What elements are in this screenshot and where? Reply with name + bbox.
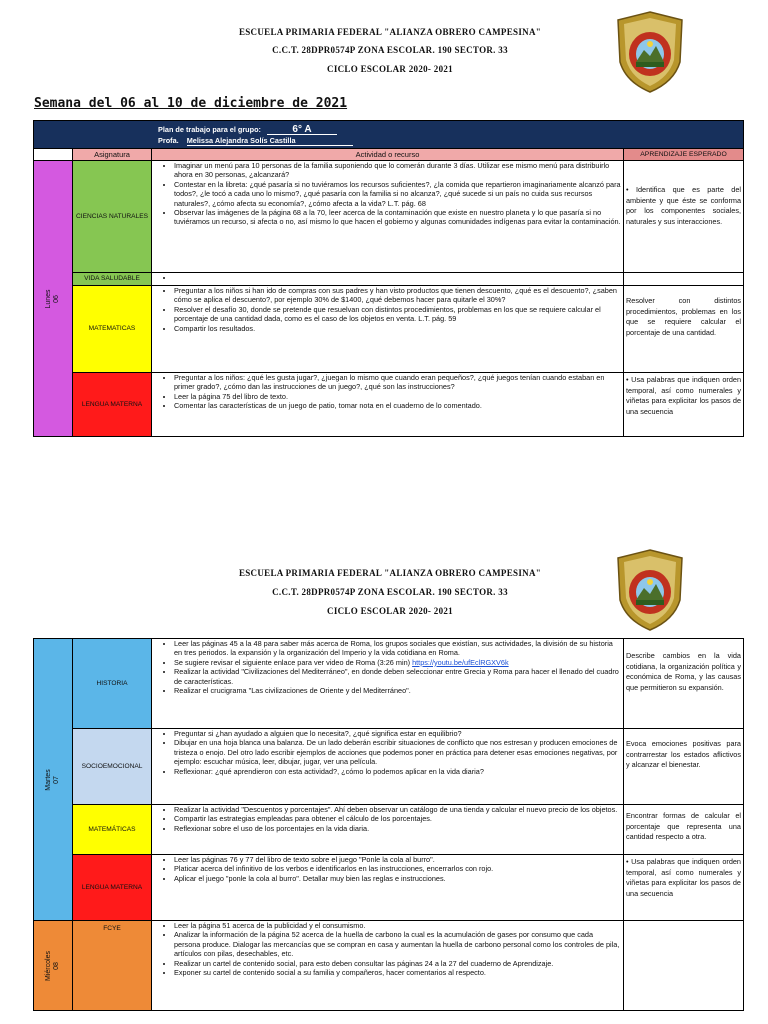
subject-fcye: FCYE — [73, 921, 152, 1011]
activity-historia — [152, 639, 624, 729]
learning-vida-saludable — [624, 273, 744, 286]
school-logo-icon — [614, 548, 686, 632]
week-title: Semana del 06 al 10 de diciembre de 2021 — [34, 96, 348, 111]
day-number: 07 — [53, 775, 60, 784]
activity-lengua-materna-2 — [152, 855, 624, 921]
list-item: • Reflexionar: ¿qué aprendieron con esta actividad?, ¿cómo lo podemos aplicar en la vida diaria? — [174, 767, 621, 776]
list-item: • Preguntar si ¿han ayudado a alguien que lo necesita?, ¿qué significa estar en equilibrio? — [174, 729, 621, 738]
school-name: ESCUELA PRIMARIA FEDERAL "ALIANZA OBRERO CAMPESINA" — [238, 568, 542, 578]
school-logo-icon — [614, 10, 686, 94]
learning-socioemocional: Evoca emociones positivas para contrarrestar los estados aflictivos y alcanzar el bienestar. — [624, 729, 744, 805]
school-name: ESCUELA PRIMARIA FEDERAL "ALIANZA OBRERO CAMPESINA" — [238, 27, 542, 37]
day-martes — [34, 639, 73, 921]
list-item: • Realizar la actividad "Civilizaciones del Mediterráneo", en donde deben seleccionar entre Grecia y Roma para hacer el llenado del cuadro de características. — [174, 667, 621, 686]
weekly-plan-table-2 — [33, 638, 744, 1011]
col-learning: APRENDIZAJE ESPERADO — [624, 149, 744, 161]
prof-name: Melissa Alejandra Solís Castilla — [187, 136, 353, 146]
school-cycle: CICLO ESCOLAR 2020- 2021 — [327, 64, 453, 74]
subject-socioemocional: SOCIOEMOCIONAL — [73, 729, 152, 805]
day-miercoles — [34, 921, 73, 1011]
activity-matematicas-2 — [152, 805, 624, 855]
plan-header — [34, 121, 744, 149]
list-item: • Leer la página 51 acerca de la publicidad y el consumismo. — [174, 921, 621, 930]
learning-historia: Describe cambios en la vida cotidiana, la organización política y económica de Roma, y las causas que permitieron su expansión. — [624, 639, 744, 729]
school-logo — [614, 548, 686, 632]
list-item: • Leer las páginas 76 y 77 del libro de texto sobre el juego "Ponle la cola al burro". — [174, 855, 621, 864]
activity-vida-saludable — [152, 273, 624, 286]
learning-lengua-materna: • Usa palabras que indiquen orden temporal, así como numerales y viñetas para explicitar los pasos de una secuencia — [624, 373, 744, 437]
school-logo — [614, 10, 686, 94]
day-lunes — [34, 161, 73, 437]
day-number: 08 — [53, 961, 60, 970]
plan-label: Plan de trabajo para el grupo: — [158, 125, 261, 134]
list-item: • Leer la página 75 del libro de texto. — [174, 392, 621, 401]
list-item: • Compartir los resultados. — [174, 324, 621, 333]
learning-lengua-materna-2: • Usa palabras que indiquen orden temporal, así como numerales y viñetas para explicitar los pasos de una secuencia — [624, 855, 744, 921]
list-item — [174, 273, 621, 282]
school-cct: C.C.T. 28DPR0574P ZONA ESCOLAR. 190 SECTOR. 33 — [272, 45, 508, 55]
list-item: • Resolver el desafío 30, donde se pretende que resuelvan con distintos procedimientos, problemas en los que se requiere calcular el porcentaje de una cantidad dada, como es el caso de los objetos en venta. L.T. pág. 59 — [174, 305, 621, 324]
list-item: • Reflexionar sobre el uso de los porcentajes en la vida diaria. — [174, 824, 621, 833]
list-item: • Observar las imágenes de la página 68 a la 70, leer acerca de la contaminación que existe en nuestro planeta y lo que pasaría si no tuviéramos un recurso, si afecta o no, así mismo lo que hacen el gobierno y algunas comunidades indígenas para evitar la contaminación. — [174, 208, 621, 227]
learning-matematicas-2: Encontrar formas de calcular el porcentaje que representa una cantidad respecto a otra. — [624, 805, 744, 855]
activity-ciencias — [152, 161, 624, 273]
list-item: • Realizar un cartel de contenido social, para esto deben consultar las páginas 24 a la 27 del cuaderno de Aprendizaje. — [174, 959, 621, 968]
day-name: Lunes — [45, 288, 52, 309]
activity-matematicas — [152, 286, 624, 373]
list-item: • Se sugiere revisar el siguiente enlace para ver video de Roma (3:26 min) https://youtu.be/ufEclRGXV6k — [174, 658, 621, 667]
school-cycle: CICLO ESCOLAR 2020- 2021 — [327, 606, 453, 616]
col-subject: Asignatura — [73, 149, 152, 161]
list-item: • Leer las páginas 45 a la 48 para saber más acerca de Roma, los grupos sociales que existían, sus actividades, la división de su historia en tres periodos. la expansión y la organización del Imperio y la vida cotidiana en Roma. — [174, 639, 621, 658]
learning-matematicas: Resolver con distintos procedimientos, problemas en los que se requiere calcular el porcentaje de una cantidad. — [624, 286, 744, 373]
list-item: • Imaginar un menú para 10 personas de la familia suponiendo que lo comerán durante 3 días. Utilizar ese mismo menú para distribuirlo ahora en 30 personas, ¿alcanzará? — [174, 161, 621, 180]
weekly-plan-table — [33, 120, 744, 437]
day-name: Miércoles — [45, 950, 52, 981]
plan-group: 6° A — [267, 125, 337, 135]
list-item: • Realizar el crucigrama "Las civilizaciones de Oriente y del Mediterráneo". — [174, 686, 621, 695]
list-item: • Preguntar a los niños: ¿qué les gusta jugar?, ¿juegan lo mismo que cuando eran pequeños?, ¿qué juegos tenían cuando estaban en primer grado?, ¿cómo dan las instrucciones de un juego?, ¿qué son las instrucciones? — [174, 373, 621, 392]
subject-matematicas: MATEMATICAS — [73, 286, 152, 373]
prof-label: Profa. — [158, 136, 179, 145]
list-item: • Platicar acerca del infinitivo de los verbos e identificarlos en las instrucciones, encerrarlos con rojo. — [174, 864, 621, 873]
learning-ciencias: • Identifica que es parte del ambiente y que éste se conforma por los componentes sociales, naturales y sus interacciones. — [624, 161, 744, 273]
activity-lengua-materna — [152, 373, 624, 437]
list-item: • Contestar en la libreta: ¿qué pasaría si no tuviéramos los recursos suficientes?, ¿la comida que repartieron imaginariamente alcanzó para todos?, ¿le tocó a cada uno lo mismo?, ¿qué pasaría con la familia si no alcanza?, ¿qué sucede si un país no cuida sus recursos naturales?, ¿cómo afecta su economía?, ¿cómo afecta a la vida? L.T. pág. 68 — [174, 180, 621, 208]
learning-fcye — [624, 921, 744, 1011]
video-link[interactable]: https://youtu.be/ufEclRGXV6k — [412, 657, 509, 667]
activity-fcye — [152, 921, 624, 1011]
school-cct: C.C.T. 28DPR0574P ZONA ESCOLAR. 190 SECTOR. 33 — [272, 587, 508, 597]
subject-vida-saludable: VIDA SALUDABLE — [73, 273, 152, 286]
subject-ciencias: CIENCIAS NATURALES — [73, 161, 152, 273]
list-item: • Compartir las estrategias empleadas para obtener el cálculo de los porcentajes. — [174, 814, 621, 823]
list-item: • Analizar la información de la página 52 acerca de la huella de carbono la cual es la acumulación de gases por consumo que cada persona produce. Dialogar las mercancías que se compran en casa y aumentan la huella de carbono personal como los controles de pila, artículos con pilas, desechables, etc. — [174, 930, 621, 958]
subject-historia: HISTORIA — [73, 639, 152, 729]
activity-socioemocional — [152, 729, 624, 805]
day-number: 06 — [53, 294, 60, 303]
day-name: Martes — [45, 768, 52, 791]
list-item: • Exponer su cartel de contenido social a su familia y compañeros, hacer comentarios al respecto. — [174, 968, 621, 977]
list-item: • Dibujar en una hoja blanca una balanza. De un lado deberán escribir situaciones de conflicto que nos estresan y producen emociones de tristeza o enojo. Del otro lado escribir ejemplos de acciones que podemos poner en práctica para detener esas emociones negativas, por ejemplo: escuchar música, leer, dibujar, jugar, ver una película. — [174, 738, 621, 766]
list-item: • Aplicar el juego "ponle la cola al burro". Detallar muy bien las reglas e instrucciones. — [174, 874, 621, 883]
col-activity: Actividad o recurso — [152, 149, 624, 161]
subject-lengua-materna: LENGUA MATERNA — [73, 373, 152, 437]
subject-matematicas-2: MATEMÁTICAS — [73, 805, 152, 855]
list-item: • Preguntar a los niños si han ido de compras con sus padres y han visto productos que tienen descuento, ¿qué es el descuento?, ¿saben cómo se aplica el descuento?, por ejemplo 30% de $1400, ¿qué debemos hacer para quitarle el 30%? — [174, 286, 621, 305]
list-item: • Comentar las características de un juego de patio, tomar nota en el cuaderno de lo comentado. — [174, 401, 621, 410]
subject-lengua-materna-2: LENGUA MATERNA — [73, 855, 152, 921]
list-item: • Realizar la actividad "Descuentos y porcentajes". Ahí deben observar un catálogo de una tienda y calcular el nuevo precio de los objetos. — [174, 805, 621, 814]
